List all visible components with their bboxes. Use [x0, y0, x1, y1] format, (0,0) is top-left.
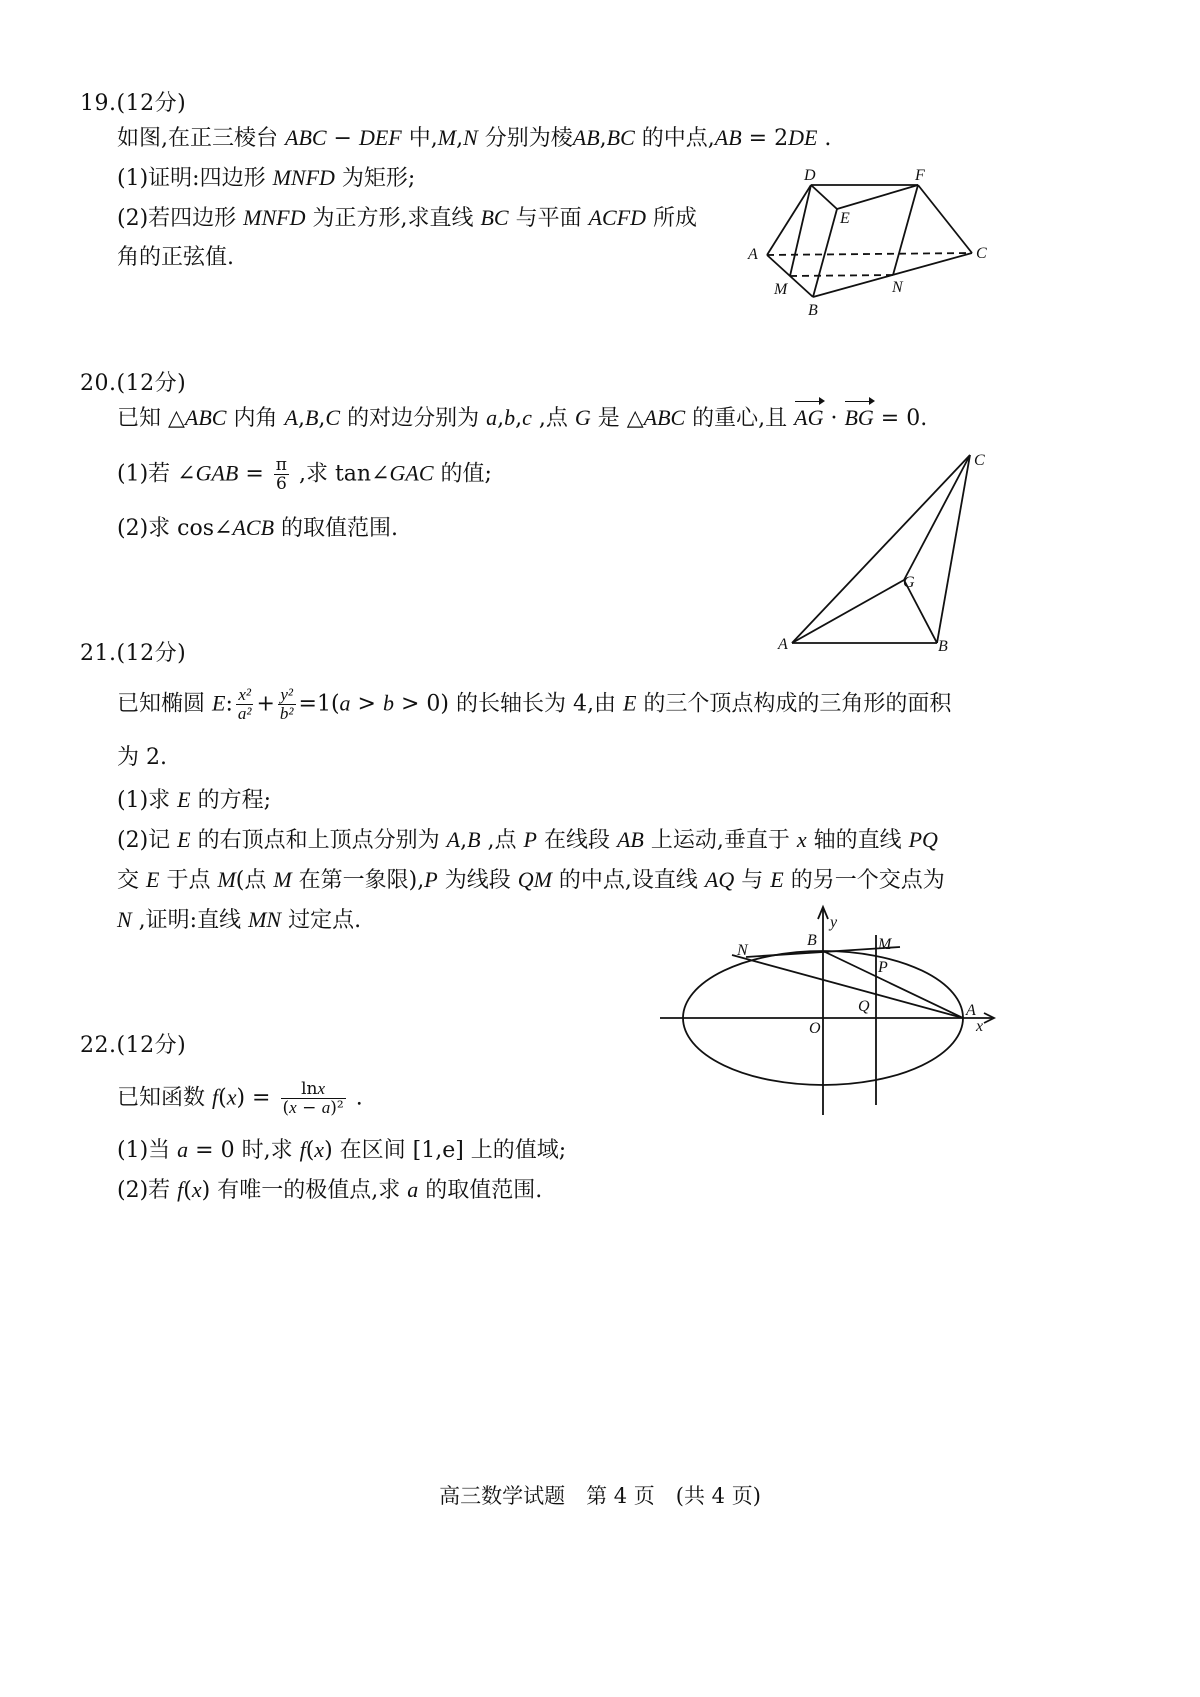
q19-stem: 如图,在正三棱台 ABC − DEF 中,M,N 分别为棱AB,BC 的中点,AB = 2DE . [117, 125, 832, 151]
q22-part2: (2)若 f(x) 有唯一的极值点,求 a 的取值范围. [117, 1177, 543, 1203]
label-C: C [976, 245, 987, 262]
q19-heading: 19.(12分) [80, 91, 187, 116]
label-M: M [878, 936, 892, 953]
label-C: C [974, 452, 985, 469]
q20-stem: 已知 △ABC 内角 A,B,C 的对边分别为 a,b,c ,点 G 是 △ABC 的重心,且 AG · BG = 0. [117, 405, 928, 431]
q21-part2: (2)记 E 的右顶点和上顶点分别为 A,B ,点 P 在线段 AB 上运动,垂直于 x 轴的直线 PQ [117, 827, 938, 853]
q21-part2-line3: N ,证明:直线 MN 过定点. [117, 907, 362, 933]
label-Q: Q [858, 998, 870, 1015]
q21-heading: 21.(12分) [80, 641, 187, 666]
label-O: O [809, 1020, 821, 1037]
q21-stem: 已知椭圆 E: $\frac{\text{x²}}{\text{a²}}$ + $\frac{\text{y²}}{\text{b²}}$ =1(a > b > 0) 的长轴长为 4,由 E 的三个顶点构成的三角形的面积 [117, 685, 952, 723]
label-E: E [840, 210, 850, 227]
q21-stem-cont: 为 2. [117, 745, 167, 770]
frustum-figure [740, 165, 1000, 325]
ellipse-figure [660, 905, 1005, 1120]
label-B: B [938, 638, 948, 655]
label-M: M [774, 281, 788, 298]
label-A: A [778, 636, 788, 653]
label-A: A [966, 1002, 976, 1019]
label-P: P [878, 959, 888, 976]
triangle-figure [770, 445, 1000, 660]
q21-part2-line2: 交 E 于点 M(点 M 在第一象限),P 为线段 QM 的中点,设直线 AQ 与 E 的另一个交点为 [117, 867, 945, 893]
label-y: y [830, 914, 838, 931]
q22-stem: 已知函数 f(x) = $\frac{\ln x}{\text{(x − a)²}}$ . [117, 1079, 363, 1118]
label-A: A [748, 246, 758, 263]
q19-part2: (2)若四边形 MNFD 为正方形,求直线 BC 与平面 ACFD 所成 [117, 205, 698, 231]
label-N: N [737, 942, 748, 959]
label-x: x [976, 1018, 984, 1035]
q22-part1: (1)当 a = 0 时,求 f(x) 在区间 [1,e] 上的值域; [117, 1137, 567, 1163]
label-B: B [807, 932, 817, 949]
label-G: G [903, 574, 915, 591]
page-footer: 高三数学试题 第 4 页 (共 4 页) [439, 1484, 761, 1508]
q19-part2-cont: 角的正弦值. [117, 245, 234, 270]
q22-heading: 22.(12分) [80, 1033, 187, 1058]
label-N: N [892, 279, 903, 296]
label-D: D [804, 167, 816, 184]
label-F: F [915, 167, 925, 184]
q21-part1: (1)求 E 的方程; [117, 787, 272, 813]
q20-part1: (1)若 ∠GAB = $\frac{\pi}{6}$ ,求 tan∠GAC 的值; [117, 455, 492, 494]
q20-part2: (2)求 cos∠ACB 的取值范围. [117, 515, 399, 541]
q20-heading: 20.(12分) [80, 371, 187, 396]
q19-part1: (1)证明:四边形 MNFD 为矩形; [117, 165, 416, 191]
label-B: B [808, 302, 818, 319]
